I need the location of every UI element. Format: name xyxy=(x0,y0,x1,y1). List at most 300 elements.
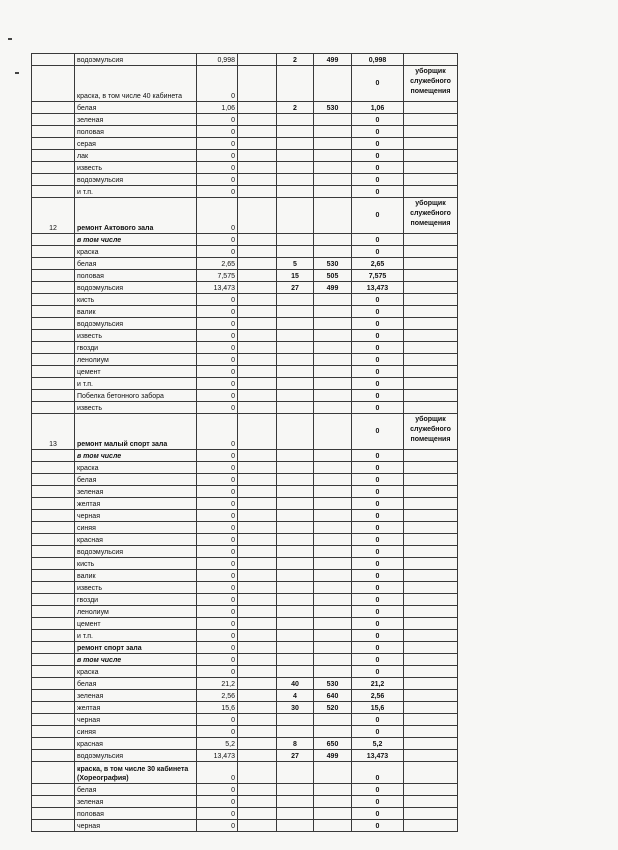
cell-c6: 0 xyxy=(352,498,404,510)
cell-c7: уборщик служебного помещения xyxy=(404,66,458,102)
cell-c6: 13,473 xyxy=(352,282,404,294)
cell-c4 xyxy=(277,342,314,354)
cell-c7 xyxy=(404,522,458,534)
cell-c3 xyxy=(238,666,277,678)
cell-c4: 2 xyxy=(277,54,314,66)
cell-c7 xyxy=(404,126,458,138)
cell-c5 xyxy=(314,594,352,606)
cell-c3 xyxy=(238,510,277,522)
cell-c6: 0 xyxy=(352,366,404,378)
cell-name: кисть xyxy=(75,294,197,306)
cell-name: зеленая xyxy=(75,796,197,808)
scan-mark xyxy=(8,38,12,40)
cell-c7 xyxy=(404,594,458,606)
cell-c3 xyxy=(238,690,277,702)
cell-c5: 650 xyxy=(314,738,352,750)
cell-no xyxy=(32,234,75,246)
cell-no xyxy=(32,54,75,66)
cell-c3 xyxy=(238,498,277,510)
cell-c7 xyxy=(404,654,458,666)
cell-qty: 0 xyxy=(197,198,238,234)
cell-qty: 0 xyxy=(197,246,238,258)
cell-c5 xyxy=(314,378,352,390)
cell-c6: 0 xyxy=(352,198,404,234)
cell-c3 xyxy=(238,162,277,174)
cell-c5 xyxy=(314,234,352,246)
cell-c7 xyxy=(404,186,458,198)
cell-name: ремонт спорт зала xyxy=(75,642,197,654)
cell-name: синяя xyxy=(75,726,197,738)
cell-c7 xyxy=(404,54,458,66)
cell-c3 xyxy=(238,534,277,546)
cell-no xyxy=(32,678,75,690)
cell-c5 xyxy=(314,66,352,102)
cell-name: Побелка бетонного забора xyxy=(75,390,197,402)
table-row xyxy=(32,510,458,522)
cell-c6: 0 xyxy=(352,450,404,462)
cell-c5 xyxy=(314,198,352,234)
cell-c4: 4 xyxy=(277,690,314,702)
cell-c4: 8 xyxy=(277,738,314,750)
cell-name: и т.п. xyxy=(75,630,197,642)
cell-qty: 0 xyxy=(197,390,238,402)
cell-no xyxy=(32,570,75,582)
table-row xyxy=(32,354,458,366)
cell-no xyxy=(32,306,75,318)
cell-no xyxy=(32,594,75,606)
cell-no xyxy=(32,522,75,534)
cell-c6: 0 xyxy=(352,186,404,198)
cell-c3 xyxy=(238,820,277,832)
cell-c5 xyxy=(314,318,352,330)
cell-c6: 15,6 xyxy=(352,702,404,714)
cell-c5 xyxy=(314,726,352,738)
cell-name: валик xyxy=(75,306,197,318)
cell-qty: 0 xyxy=(197,486,238,498)
cell-qty: 13,473 xyxy=(197,282,238,294)
cell-name: лак xyxy=(75,150,197,162)
cell-c6: 0 xyxy=(352,618,404,630)
cell-c7 xyxy=(404,582,458,594)
cell-c4 xyxy=(277,570,314,582)
cell-c7 xyxy=(404,294,458,306)
cell-name: известь xyxy=(75,330,197,342)
cell-c4: 27 xyxy=(277,282,314,294)
cell-c7 xyxy=(404,270,458,282)
cell-c4 xyxy=(277,294,314,306)
cell-no xyxy=(32,378,75,390)
cell-c4 xyxy=(277,582,314,594)
cell-c4 xyxy=(277,450,314,462)
cell-c4 xyxy=(277,666,314,678)
table-row xyxy=(32,330,458,342)
cell-qty: 0 xyxy=(197,330,238,342)
cell-c6: 0 xyxy=(352,114,404,126)
cell-c6: 0 xyxy=(352,534,404,546)
cell-c7 xyxy=(404,678,458,690)
cell-no xyxy=(32,498,75,510)
cell-c4 xyxy=(277,354,314,366)
cell-c3 xyxy=(238,126,277,138)
cell-c7 xyxy=(404,784,458,796)
cell-no xyxy=(32,138,75,150)
cell-no xyxy=(32,462,75,474)
cell-qty: 0 xyxy=(197,186,238,198)
cell-c3 xyxy=(238,138,277,150)
cell-c5 xyxy=(314,138,352,150)
cell-c4 xyxy=(277,234,314,246)
cell-no xyxy=(32,738,75,750)
cell-qty: 7,575 xyxy=(197,270,238,282)
cell-c5 xyxy=(314,510,352,522)
cell-c3 xyxy=(238,330,277,342)
cell-c6: 0 xyxy=(352,330,404,342)
cell-qty: 0,998 xyxy=(197,54,238,66)
cell-name: гвозди xyxy=(75,342,197,354)
cell-no xyxy=(32,796,75,808)
cell-name: половая xyxy=(75,126,197,138)
cell-c4 xyxy=(277,784,314,796)
cell-c3 xyxy=(238,750,277,762)
cell-c3 xyxy=(238,570,277,582)
cell-qty: 0 xyxy=(197,354,238,366)
cell-qty: 0 xyxy=(197,808,238,820)
cell-c7 xyxy=(404,546,458,558)
cell-c7 xyxy=(404,450,458,462)
cell-c7 xyxy=(404,162,458,174)
cell-qty: 1,06 xyxy=(197,102,238,114)
table-row xyxy=(32,378,458,390)
cell-no xyxy=(32,102,75,114)
cell-qty: 0 xyxy=(197,462,238,474)
cell-c3 xyxy=(238,738,277,750)
cell-c4 xyxy=(277,630,314,642)
cell-c6: 0 xyxy=(352,820,404,832)
cell-no xyxy=(32,174,75,186)
table-row xyxy=(32,66,458,102)
cell-c3 xyxy=(238,114,277,126)
cell-qty: 0 xyxy=(197,558,238,570)
cell-c3 xyxy=(238,630,277,642)
cell-c5 xyxy=(314,762,352,784)
cell-c7 xyxy=(404,820,458,832)
cell-no: 13 xyxy=(32,414,75,450)
cell-c5 xyxy=(314,498,352,510)
cell-qty: 2,65 xyxy=(197,258,238,270)
cell-name: ленолиум xyxy=(75,354,197,366)
cell-c5: 499 xyxy=(314,282,352,294)
cell-no xyxy=(32,186,75,198)
table-row xyxy=(32,390,458,402)
cell-c5: 505 xyxy=(314,270,352,282)
cell-name: водоэмульсия xyxy=(75,750,197,762)
cell-no xyxy=(32,342,75,354)
cell-c7 xyxy=(404,486,458,498)
cell-c5 xyxy=(314,450,352,462)
cell-c4: 27 xyxy=(277,750,314,762)
table-row xyxy=(32,796,458,808)
cell-c7 xyxy=(404,354,458,366)
cell-qty: 0 xyxy=(197,522,238,534)
cell-c4 xyxy=(277,378,314,390)
cell-c6: 0 xyxy=(352,606,404,618)
cell-c3 xyxy=(238,642,277,654)
cell-c4: 2 xyxy=(277,102,314,114)
cell-qty: 21,2 xyxy=(197,678,238,690)
cell-c7 xyxy=(404,402,458,414)
cell-qty: 0 xyxy=(197,534,238,546)
cell-c5: 530 xyxy=(314,678,352,690)
cell-c4 xyxy=(277,820,314,832)
cell-name: половая xyxy=(75,270,197,282)
cell-c4: 15 xyxy=(277,270,314,282)
table-row xyxy=(32,820,458,832)
cell-c5 xyxy=(314,522,352,534)
cell-c7 xyxy=(404,534,458,546)
cell-qty: 0 xyxy=(197,546,238,558)
cell-qty: 0 xyxy=(197,306,238,318)
cell-c4 xyxy=(277,138,314,150)
cell-qty: 0 xyxy=(197,796,238,808)
cell-c6: 0 xyxy=(352,414,404,450)
cell-c7 xyxy=(404,102,458,114)
table-row xyxy=(32,138,458,150)
cell-no xyxy=(32,726,75,738)
cell-no xyxy=(32,784,75,796)
cell-c4 xyxy=(277,366,314,378)
cell-c6: 0 xyxy=(352,582,404,594)
cell-c5 xyxy=(314,796,352,808)
cell-c6: 0 xyxy=(352,510,404,522)
cell-c6: 5,2 xyxy=(352,738,404,750)
table-row xyxy=(32,258,458,270)
cell-c6: 0 xyxy=(352,808,404,820)
cell-c4 xyxy=(277,402,314,414)
cell-c6: 0 xyxy=(352,402,404,414)
cell-c3 xyxy=(238,678,277,690)
table-row xyxy=(32,630,458,642)
table-row xyxy=(32,162,458,174)
cell-c7 xyxy=(404,558,458,570)
cell-name: ремонт Актового зала xyxy=(75,198,197,234)
cell-c5 xyxy=(314,162,352,174)
cell-c7 xyxy=(404,796,458,808)
cell-no xyxy=(32,714,75,726)
cell-name: черная xyxy=(75,714,197,726)
cell-qty: 0 xyxy=(197,726,238,738)
cell-c4 xyxy=(277,246,314,258)
cell-qty: 0 xyxy=(197,594,238,606)
cell-c3 xyxy=(238,594,277,606)
table-row xyxy=(32,738,458,750)
cell-c4: 40 xyxy=(277,678,314,690)
cell-c5 xyxy=(314,150,352,162)
cell-c3 xyxy=(238,714,277,726)
cell-c7: уборщик служебного помещения xyxy=(404,198,458,234)
scan-mark xyxy=(15,72,19,74)
cell-c7 xyxy=(404,342,458,354)
cell-c7 xyxy=(404,318,458,330)
cell-c7 xyxy=(404,690,458,702)
cell-c4 xyxy=(277,510,314,522)
cell-c3 xyxy=(238,258,277,270)
cell-c5 xyxy=(314,186,352,198)
cell-c4 xyxy=(277,534,314,546)
cell-name: известь xyxy=(75,402,197,414)
cell-c5 xyxy=(314,246,352,258)
cell-c4 xyxy=(277,642,314,654)
cell-c4 xyxy=(277,606,314,618)
cell-qty: 0 xyxy=(197,138,238,150)
cell-name: краска xyxy=(75,462,197,474)
table-row xyxy=(32,54,458,66)
cell-c6: 0 xyxy=(352,306,404,318)
cell-qty: 0 xyxy=(197,294,238,306)
cell-name: краска, в том числе 30 кабинета (Хореография) xyxy=(75,762,197,784)
cell-c7 xyxy=(404,498,458,510)
cell-c3 xyxy=(238,784,277,796)
cell-c7 xyxy=(404,150,458,162)
cell-c6: 0,998 xyxy=(352,54,404,66)
cell-qty: 0 xyxy=(197,342,238,354)
cell-c5 xyxy=(314,342,352,354)
cell-c6: 0 xyxy=(352,796,404,808)
cell-qty: 0 xyxy=(197,162,238,174)
cell-qty: 0 xyxy=(197,234,238,246)
cell-c6: 0 xyxy=(352,294,404,306)
cell-name: белая xyxy=(75,258,197,270)
table-row xyxy=(32,366,458,378)
cell-name: краска xyxy=(75,246,197,258)
table-row xyxy=(32,150,458,162)
cell-qty: 0 xyxy=(197,150,238,162)
table-row xyxy=(32,186,458,198)
cell-c7 xyxy=(404,474,458,486)
table-row xyxy=(32,642,458,654)
cell-c3 xyxy=(238,726,277,738)
cell-c5 xyxy=(314,784,352,796)
cell-c6: 21,2 xyxy=(352,678,404,690)
table-row xyxy=(32,462,458,474)
cell-qty: 0 xyxy=(197,618,238,630)
cell-c5 xyxy=(314,546,352,558)
cell-c4 xyxy=(277,558,314,570)
cell-qty: 0 xyxy=(197,378,238,390)
cell-qty: 0 xyxy=(197,714,238,726)
cell-qty: 0 xyxy=(197,570,238,582)
table-row xyxy=(32,808,458,820)
cell-c6: 0 xyxy=(352,390,404,402)
cell-c7 xyxy=(404,390,458,402)
cell-c7 xyxy=(404,618,458,630)
cell-c4 xyxy=(277,414,314,450)
cell-c6: 0 xyxy=(352,174,404,186)
cell-c5 xyxy=(314,126,352,138)
cell-name: половая xyxy=(75,808,197,820)
cell-no xyxy=(32,450,75,462)
cell-c5: 499 xyxy=(314,750,352,762)
cell-c5 xyxy=(314,486,352,498)
cell-c6: 0 xyxy=(352,246,404,258)
cell-qty: 0 xyxy=(197,174,238,186)
cell-no xyxy=(32,546,75,558)
cell-c7 xyxy=(404,462,458,474)
table-row xyxy=(32,174,458,186)
cell-no xyxy=(32,630,75,642)
cell-c5 xyxy=(314,654,352,666)
cell-name: черная xyxy=(75,820,197,832)
table-row xyxy=(32,618,458,630)
cell-name: водоэмульсия xyxy=(75,54,197,66)
cell-c3 xyxy=(238,402,277,414)
cell-c3 xyxy=(238,234,277,246)
cell-no xyxy=(32,318,75,330)
cell-c7 xyxy=(404,246,458,258)
cell-name: белая xyxy=(75,102,197,114)
cell-c5: 530 xyxy=(314,102,352,114)
cell-c5 xyxy=(314,474,352,486)
table-row xyxy=(32,784,458,796)
cell-c7 xyxy=(404,114,458,126)
cell-c3 xyxy=(238,198,277,234)
cell-c5 xyxy=(314,462,352,474)
cell-c5 xyxy=(314,606,352,618)
table-row xyxy=(32,234,458,246)
cell-c3 xyxy=(238,174,277,186)
cell-no xyxy=(32,114,75,126)
cell-no xyxy=(32,486,75,498)
table-row xyxy=(32,246,458,258)
table-row xyxy=(32,270,458,282)
table-row xyxy=(32,450,458,462)
cell-name: краска xyxy=(75,666,197,678)
cell-c7 xyxy=(404,606,458,618)
cell-c5 xyxy=(314,534,352,546)
cell-no xyxy=(32,162,75,174)
cell-c5 xyxy=(314,642,352,654)
cell-c7 xyxy=(404,726,458,738)
cell-name: кисть xyxy=(75,558,197,570)
cell-c6: 0 xyxy=(352,630,404,642)
table-row xyxy=(32,714,458,726)
cell-c5: 499 xyxy=(314,54,352,66)
cell-qty: 0 xyxy=(197,414,238,450)
cell-name: известь xyxy=(75,582,197,594)
cell-c6: 0 xyxy=(352,642,404,654)
cell-c4 xyxy=(277,618,314,630)
cell-c7 xyxy=(404,234,458,246)
cell-name: водоэмульсия xyxy=(75,318,197,330)
cell-qty: 2,56 xyxy=(197,690,238,702)
cell-c4 xyxy=(277,796,314,808)
cell-no xyxy=(32,126,75,138)
cell-c6: 0 xyxy=(352,462,404,474)
table-row xyxy=(32,198,458,234)
cell-c3 xyxy=(238,582,277,594)
cell-no xyxy=(32,582,75,594)
cell-c3 xyxy=(238,606,277,618)
cell-c6: 0 xyxy=(352,546,404,558)
cell-c7 xyxy=(404,258,458,270)
cell-no xyxy=(32,66,75,102)
cell-c7 xyxy=(404,510,458,522)
cell-name: гвозди xyxy=(75,594,197,606)
cell-qty: 0 xyxy=(197,666,238,678)
cell-no xyxy=(32,474,75,486)
cell-c3 xyxy=(238,808,277,820)
cell-qty: 0 xyxy=(197,642,238,654)
cell-c3 xyxy=(238,246,277,258)
